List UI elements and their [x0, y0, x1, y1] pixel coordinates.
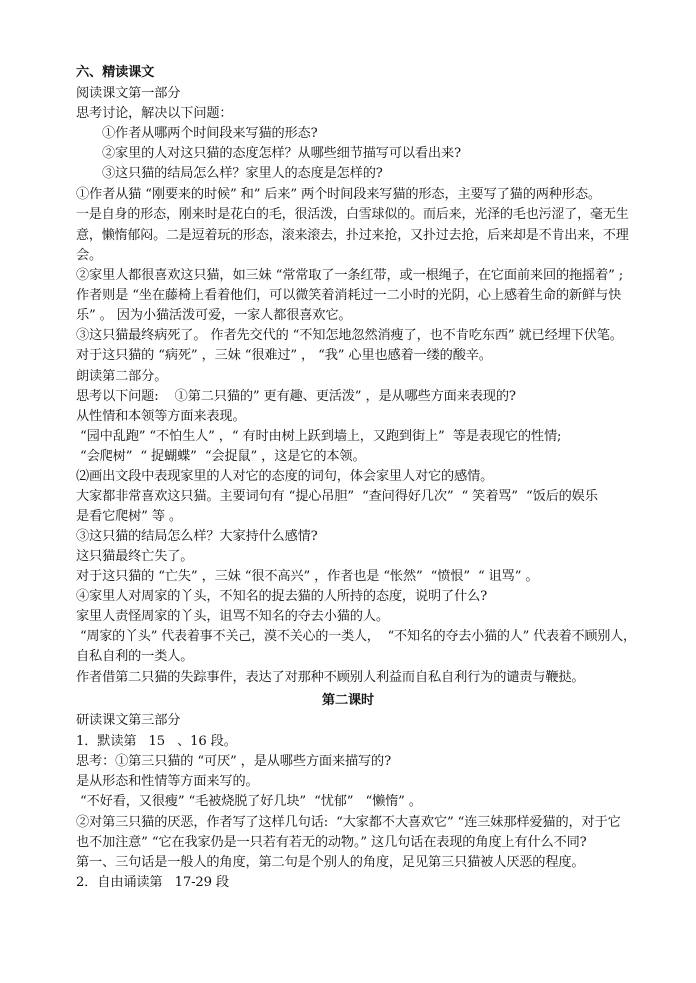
text-line: ④家里人对周家的丫头，不知名的捉去猫的人所持的态度，说明了什么? [76, 589, 488, 604]
text-line: 思考：①第三只猫的 “可厌” ，是从哪些方面来描写的? [76, 754, 392, 769]
text-line: ③这只猫的结局怎么样？大家持什么感情? [76, 529, 318, 544]
text-line: 对于这只猫的 “亡失” ，三妹 “很不高兴” ，作者也是 “怅然” “愤恨” “ 诅骂” 。 [76, 569, 539, 584]
text-line: 第一、三句话是一般人的角度，第二句是个别人的角度，足见第三只猫被人厌恶的程度。 [76, 855, 585, 870]
text-line: 从性情和本领等方面来表现。 [76, 409, 246, 424]
text-line: ①作者从猫 “刚要来的时候” 和” 后来” 两个时间段来写猫的形态，主要写了猫的两种形态。 [76, 187, 601, 202]
text-line: 阅读课文第一部分 [76, 86, 181, 101]
text-line: “会爬树” “ 捉蝴蝶” “会捉鼠” ，这是它的本领。 [76, 449, 366, 464]
text-line: ②家里的人对这只猫的态度怎样？从哪些细节描写可以看出来? [102, 146, 461, 161]
section-heading: 六、精读课文 [76, 65, 155, 80]
text-line: “园中乱跑” “不怕生人” ，“ 有时由树上跃到墙上，又跑到街上” 等是表现它的性情; [76, 429, 562, 444]
text-line: 研读课文第三部分 [76, 713, 181, 728]
text-line: 是看它爬树” 等 。 [76, 509, 182, 524]
text-line: 乐” 。 因为小猫活泼可爱，一家人都很喜欢它。 [76, 308, 352, 323]
text-line: “周家的丫头” 代表着事不关己，漠不关心的一类人， “不知名的夺去小猫的人” 代表着不顾别人， [76, 629, 636, 644]
text-line: 家里人责怪周家的丫头，诅骂不知名的夺去小猫的人。 [76, 609, 389, 624]
text-line: 也不加注意” “它在我家仍是一只若有若无的动物。” 这几句话在表现的角度上有什么不同? [76, 835, 587, 850]
section-heading: 第二课时 [321, 693, 375, 708]
text-line: ②家里人都很喜欢这只猫，如三妹 “常常取了一条红带，或一根绳子，在它面前来回的拖摇着” ; [76, 268, 624, 283]
text-line: 思考以下问题: ①第二只猫的” 更有趣、更活泼” ，是从哪些方面来表现的? [76, 389, 516, 404]
text-line: 会。 [76, 248, 103, 263]
text-line: ①作者从哪两个时间段来写猫的形态? [102, 126, 318, 141]
text-line: 意，懒惰郁闷。二是逗着玩的形态，滚来滚去，扑过来抢，又扑过去抢，后来却是不肯出来，不理 [76, 228, 629, 243]
text-line: 自私自利的一类人。 [76, 649, 194, 664]
text-line: ②对第三只猫的厌恶，作者写了这样几句话: “大家都不大喜欢它” “连三妹那样爱猫的，对于它 [76, 815, 621, 830]
text-line: 对于这只猫的 “病死” ，三妹 “很难过” ， “我” 心里也感着一缕的酸辛。 [76, 348, 492, 363]
text-line: 作者则是 “坐在藤椅上看着他们，可以微笑着消耗过一二小时的光阴，心上感着生命的新鲜与快 [76, 288, 622, 303]
text-line: 是从形态和性情等方面来写的。 [76, 774, 259, 789]
text-line: 2．自由诵读第 17-29 段 [76, 875, 229, 890]
text-line: ⑵画出文段中表现家里的人对它的态度的词句，体会家里人对它的感情。 [76, 469, 494, 484]
text-line: 思考讨论，解决以下问题： [76, 106, 233, 121]
text-line: 一是自身的形态，刚来时是花白的毛，很活泼，白雪球似的。而后来，光泽的毛也污涩了，毫无生 [76, 207, 629, 222]
text-line: 作者借第二只猫的失踪事件，表达了对那种不顾别人利益而自私自利行为的谴责与鞭挞。 [76, 670, 585, 685]
text-line: ③这只猫的结局怎么样？家里人的态度是怎样的? [102, 166, 383, 181]
text-line: 1．默读第 15 、16 段。 [76, 734, 237, 749]
text-line: 朗读第二部分。 [76, 369, 168, 384]
text-line: 大家都非常喜欢这只猫。主要词句有 “提心吊胆” “查问得好几次” “ 笑着骂” “饭后的娱乐 [76, 489, 598, 504]
text-line: ③这只猫最终病死了。 作者先交代的 “不知怎地忽然消瘦了，也不肯吃东西” 就已经埋下伏笔。 [76, 328, 623, 343]
text-line: 这只猫最终亡失了。 [76, 549, 194, 564]
text-line: “不好看，又很瘦” “毛被烧脱了好几块” “忧郁” “懒惰” 。 [76, 794, 422, 809]
